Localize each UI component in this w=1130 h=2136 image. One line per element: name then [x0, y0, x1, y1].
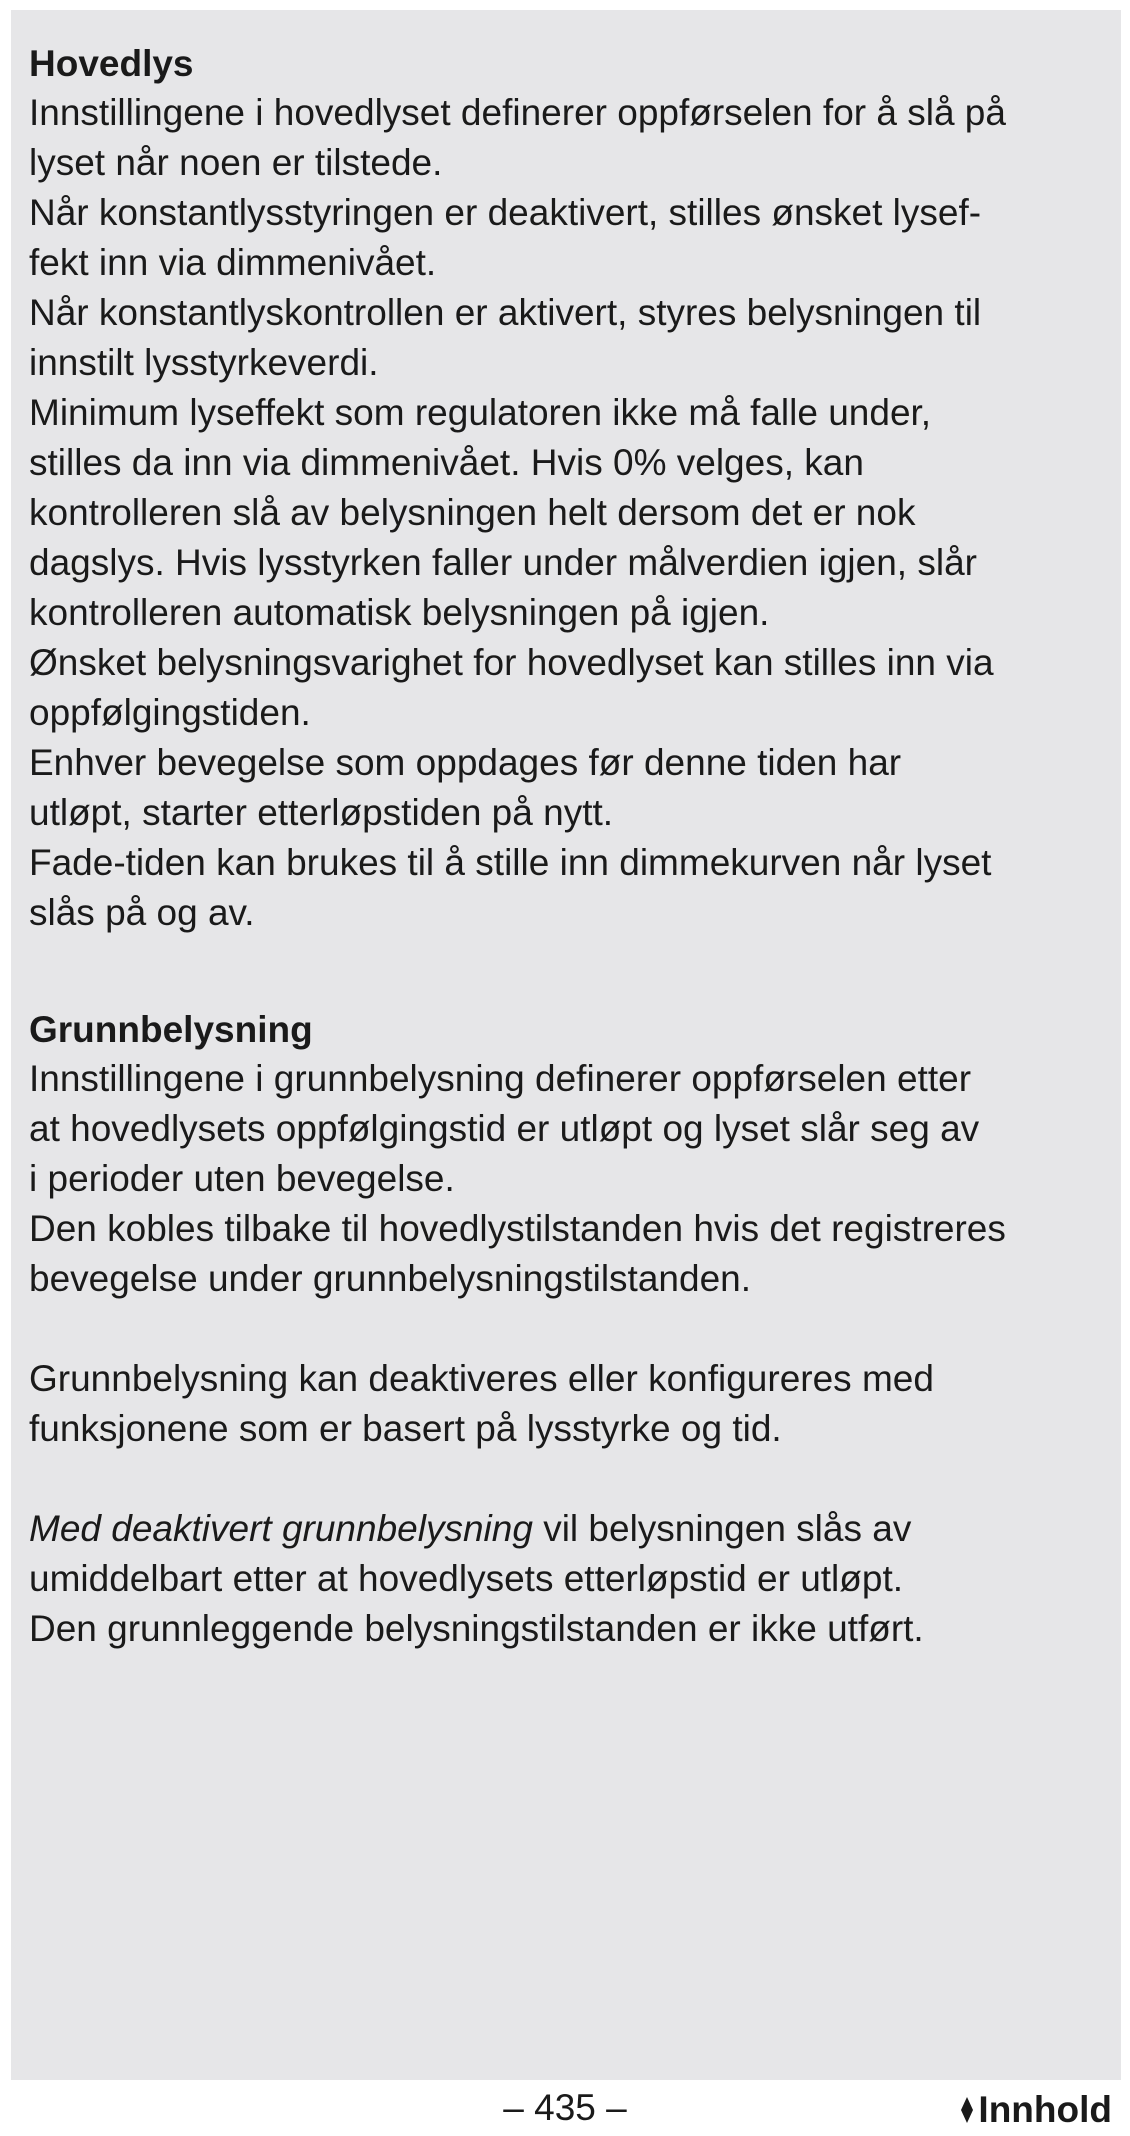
paragraph: Den grunnleggende belysningstilstanden er ikke utført. [29, 1608, 924, 1649]
paragraph: Den kobles tilbake til hovedlystilstanden hvis det registreres bevegelse under grunnbelysningstilstanden. [29, 1208, 1006, 1299]
document-panel [11, 10, 1121, 2080]
contents-label: Innhold [978, 2089, 1112, 2130]
paragraph-spacer [29, 1454, 1103, 1504]
page-footer [0, 2080, 1130, 2136]
section-heading-hovedlys: Hovedlys [29, 43, 194, 84]
paragraph: Innstillingene i grunnbelysning definerer oppførselen etter at hovedlysets oppfølgingstid er utløpt og lyset slår seg av i perioder uten bevegelse. [29, 1058, 980, 1199]
contents-link[interactable] [960, 2088, 1112, 2132]
paragraph-deactivated [29, 1504, 1103, 1604]
paragraph: Når konstantlysstyringen er deaktivert, stilles ønsket lysef- fekt inn via dimmenivået. [29, 192, 982, 283]
page-number: – 435 – [503, 2087, 627, 2128]
paragraph-spacer [29, 1304, 1103, 1354]
paragraph: Grunnbelysning kan deaktiveres eller konfigureres med funksjonene som er basert på lysstyrke og tid. [29, 1358, 934, 1449]
section-spacer [29, 938, 1103, 1006]
italic-term: Med deaktivert grunnbelysning [29, 1508, 533, 1549]
paragraph-text: vil belysningen slås av umiddelbart etter at hovedlysets etterløpstid er utløpt. [29, 1508, 912, 1599]
paragraph: Fade-tiden kan brukes til å stille inn dimmekurven når lyset slås på og av. [29, 842, 992, 933]
section-heading-grunnbelysning: Grunnbelysning [29, 1009, 313, 1050]
diamond-arrow-icon [960, 2095, 974, 2125]
paragraph: Innstillingene i hovedlyset definerer oppførselen for å slå på lyset når noen er tilstede. [29, 92, 1006, 183]
paragraph: Ønsket belysningsvarighet for hovedlyset kan stilles inn via oppfølgingstiden. [29, 642, 994, 733]
paragraph: Enhver bevegelse som oppdages før denne tiden har utløpt, starter etterløpstiden på nytt. [29, 742, 902, 833]
paragraph: Minimum lyseffekt som regulatoren ikke må falle under, stilles da inn via dimmenivået. Hvis 0% velges, kan kontrolleren slå av belysningen helt dersom det er nok dagslys. Hvis lysstyrken faller under målverdien igjen, slår kontrolleren automatisk belysningen på igjen. [29, 392, 977, 633]
paragraph: Når konstantlyskontrollen er aktivert, styres belysningen til innstilt lysstyrkeverdi. [29, 292, 982, 383]
